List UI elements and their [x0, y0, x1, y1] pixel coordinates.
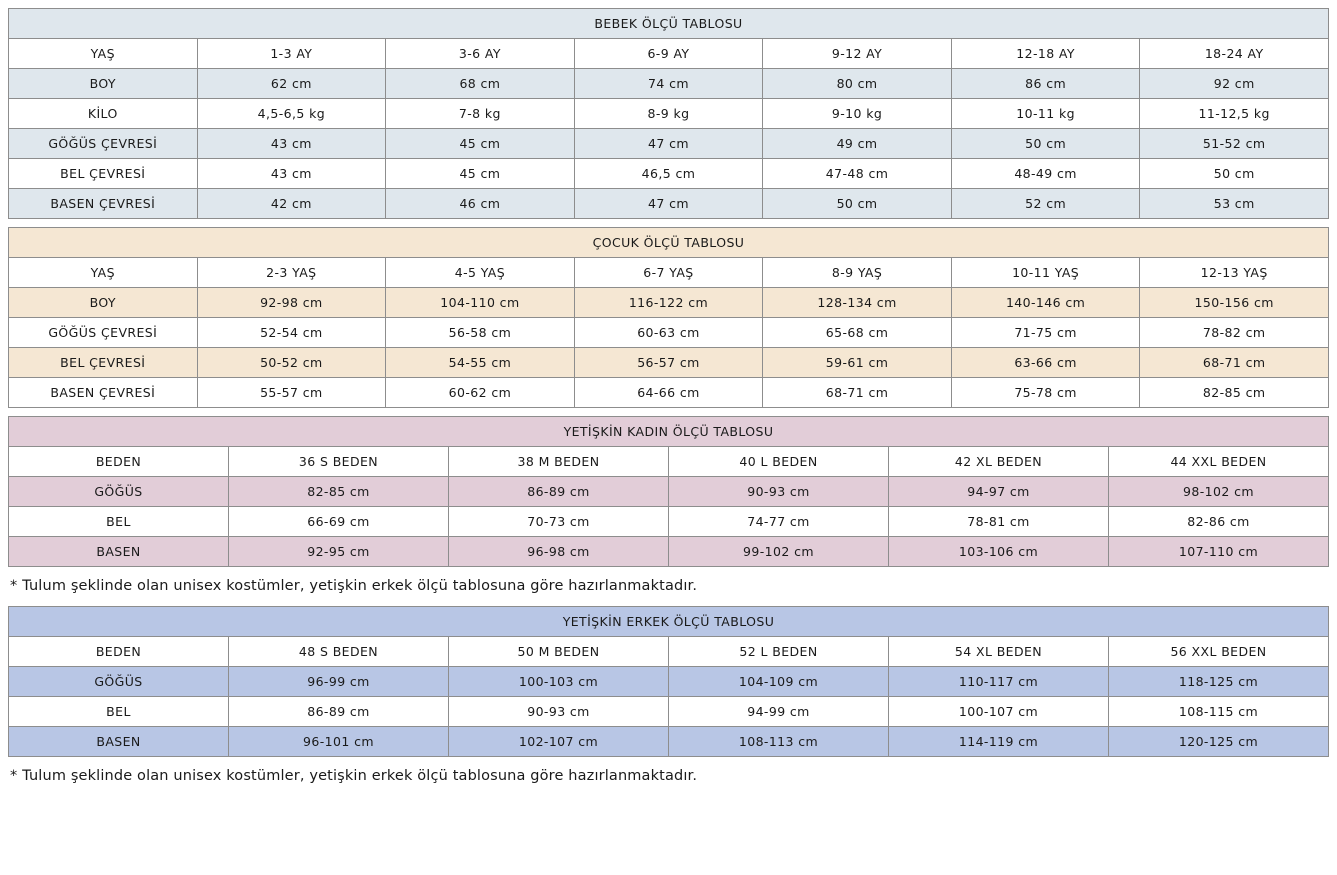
row-label: BASEN: [9, 537, 229, 567]
table-cell: 47-48 cm: [763, 159, 952, 189]
table-cell: 45 cm: [386, 129, 575, 159]
column-header: 8-9 YAŞ: [763, 258, 952, 288]
table-cell: 96-99 cm: [229, 667, 449, 697]
table-cell: 86-89 cm: [229, 697, 449, 727]
table-cell: 42 cm: [197, 189, 386, 219]
child-table-title: ÇOCUK ÖLÇÜ TABLOSU: [9, 228, 1329, 258]
row-label: BEL: [9, 507, 229, 537]
table-cell: 100-103 cm: [449, 667, 669, 697]
table-row: [9, 537, 1329, 567]
table-title-row: [9, 607, 1329, 637]
table-cell: 80 cm: [763, 69, 952, 99]
column-header: 44 XXL BEDEN: [1109, 447, 1329, 477]
column-header: 10-11 YAŞ: [951, 258, 1140, 288]
row-label: BASEN ÇEVRESİ: [9, 189, 198, 219]
table-row: [9, 129, 1329, 159]
row-label: BOY: [9, 69, 198, 99]
table-cell: 52 cm: [951, 189, 1140, 219]
table-cell: 78-82 cm: [1140, 318, 1329, 348]
row-label: KİLO: [9, 99, 198, 129]
table-cell: 82-85 cm: [1140, 378, 1329, 408]
table-cell: 108-115 cm: [1109, 697, 1329, 727]
table-title-row: [9, 417, 1329, 447]
baby-table-title: BEBEK ÖLÇÜ TABLOSU: [9, 9, 1329, 39]
table-cell: 74-77 cm: [669, 507, 889, 537]
table-cell: 50-52 cm: [197, 348, 386, 378]
table-cell: 43 cm: [197, 159, 386, 189]
table-cell: 116-122 cm: [574, 288, 763, 318]
table-row: [9, 667, 1329, 697]
table-row: [9, 99, 1329, 129]
table-cell: 11-12,5 kg: [1140, 99, 1329, 129]
table-cell: 71-75 cm: [951, 318, 1140, 348]
table-cell: 110-117 cm: [889, 667, 1109, 697]
table-cell: 90-93 cm: [449, 697, 669, 727]
column-header: 42 XL BEDEN: [889, 447, 1109, 477]
table-cell: 53 cm: [1140, 189, 1329, 219]
column-header: YAŞ: [9, 39, 198, 69]
table-cell: 56-57 cm: [574, 348, 763, 378]
table-cell: 82-86 cm: [1109, 507, 1329, 537]
table-cell: 43 cm: [197, 129, 386, 159]
column-header: 12-13 YAŞ: [1140, 258, 1329, 288]
table-cell: 47 cm: [574, 189, 763, 219]
table-cell: 92-95 cm: [229, 537, 449, 567]
table-cell: 65-68 cm: [763, 318, 952, 348]
table-cell: 108-113 cm: [669, 727, 889, 757]
table-cell: 96-98 cm: [449, 537, 669, 567]
column-header: 54 XL BEDEN: [889, 637, 1109, 667]
column-header: 48 S BEDEN: [229, 637, 449, 667]
table-cell: 45 cm: [386, 159, 575, 189]
column-header: 3-6 AY: [386, 39, 575, 69]
table-cell: 60-63 cm: [574, 318, 763, 348]
table-cell: 50 cm: [1140, 159, 1329, 189]
table-title-row: [9, 9, 1329, 39]
table-cell: 74 cm: [574, 69, 763, 99]
table-row: [9, 378, 1329, 408]
row-label: BEL ÇEVRESİ: [9, 159, 198, 189]
column-header: 9-12 AY: [763, 39, 952, 69]
row-label: BEL: [9, 697, 229, 727]
table-row: [9, 288, 1329, 318]
column-header: 18-24 AY: [1140, 39, 1329, 69]
table-row: [9, 69, 1329, 99]
table-cell: 118-125 cm: [1109, 667, 1329, 697]
table-cell: 4,5-6,5 kg: [197, 99, 386, 129]
table-cell: 75-78 cm: [951, 378, 1140, 408]
row-label: BEL ÇEVRESİ: [9, 348, 198, 378]
women-table-title: YETİŞKİN KADIN ÖLÇÜ TABLOSU: [9, 417, 1329, 447]
column-header: 6-9 AY: [574, 39, 763, 69]
table-cell: 62 cm: [197, 69, 386, 99]
table-cell: 48-49 cm: [951, 159, 1140, 189]
column-header: 6-7 YAŞ: [574, 258, 763, 288]
column-header: BEDEN: [9, 447, 229, 477]
table-row: [9, 727, 1329, 757]
table-cell: 51-52 cm: [1140, 129, 1329, 159]
table-cell: 10-11 kg: [951, 99, 1140, 129]
column-header: 38 M BEDEN: [449, 447, 669, 477]
column-header: 12-18 AY: [951, 39, 1140, 69]
men-size-table: [8, 606, 1329, 757]
table-cell: 94-99 cm: [669, 697, 889, 727]
row-label: GÖĞÜS ÇEVRESİ: [9, 318, 198, 348]
table-cell: 94-97 cm: [889, 477, 1109, 507]
column-header: 2-3 YAŞ: [197, 258, 386, 288]
table-header-row: [9, 39, 1329, 69]
table-cell: 68-71 cm: [763, 378, 952, 408]
table-cell: 107-110 cm: [1109, 537, 1329, 567]
table-cell: 64-66 cm: [574, 378, 763, 408]
table-cell: 103-106 cm: [889, 537, 1109, 567]
column-header: YAŞ: [9, 258, 198, 288]
table-row: [9, 318, 1329, 348]
table-cell: 96-101 cm: [229, 727, 449, 757]
child-size-table: [8, 227, 1329, 408]
table-row: [9, 507, 1329, 537]
table-row: [9, 159, 1329, 189]
table-cell: 98-102 cm: [1109, 477, 1329, 507]
table-title-row: [9, 228, 1329, 258]
table-cell: 140-146 cm: [951, 288, 1140, 318]
column-header: BEDEN: [9, 637, 229, 667]
men-table-title: YETİŞKİN ERKEK ÖLÇÜ TABLOSU: [9, 607, 1329, 637]
table-cell: 114-119 cm: [889, 727, 1109, 757]
baby-size-table: [8, 8, 1329, 219]
table-cell: 86-89 cm: [449, 477, 669, 507]
table-cell: 68-71 cm: [1140, 348, 1329, 378]
table-cell: 46 cm: [386, 189, 575, 219]
table-cell: 66-69 cm: [229, 507, 449, 537]
table-cell: 8-9 kg: [574, 99, 763, 129]
row-label: GÖĞÜS: [9, 667, 229, 697]
table-cell: 90-93 cm: [669, 477, 889, 507]
table-cell: 78-81 cm: [889, 507, 1109, 537]
table-cell: 9-10 kg: [763, 99, 952, 129]
table-cell: 120-125 cm: [1109, 727, 1329, 757]
men-table-note: * Tulum şeklinde olan unisex kostümler, yetişkin erkek ölçü tablosuna göre hazırlanmaktadır.: [10, 768, 698, 784]
table-cell: 92-98 cm: [197, 288, 386, 318]
table-cell: 54-55 cm: [386, 348, 575, 378]
row-label: BASEN: [9, 727, 229, 757]
table-header-row: [9, 258, 1329, 288]
table-cell: 99-102 cm: [669, 537, 889, 567]
column-header: 56 XXL BEDEN: [1109, 637, 1329, 667]
table-cell: 104-109 cm: [669, 667, 889, 697]
table-header-row: [9, 447, 1329, 477]
table-cell: 59-61 cm: [763, 348, 952, 378]
table-cell: 68 cm: [386, 69, 575, 99]
row-label: BOY: [9, 288, 198, 318]
women-size-table: [8, 416, 1329, 567]
row-label: GÖĞÜS: [9, 477, 229, 507]
column-header: 4-5 YAŞ: [386, 258, 575, 288]
table-cell: 104-110 cm: [386, 288, 575, 318]
table-cell: 50 cm: [951, 129, 1140, 159]
table-cell: 92 cm: [1140, 69, 1329, 99]
table-cell: 46,5 cm: [574, 159, 763, 189]
table-cell: 50 cm: [763, 189, 952, 219]
table-row: [9, 348, 1329, 378]
column-header: 36 S BEDEN: [229, 447, 449, 477]
table-cell: 128-134 cm: [763, 288, 952, 318]
table-cell: 7-8 kg: [386, 99, 575, 129]
column-header: 50 M BEDEN: [449, 637, 669, 667]
table-cell: 56-58 cm: [386, 318, 575, 348]
row-label: GÖĞÜS ÇEVRESİ: [9, 129, 198, 159]
table-cell: 49 cm: [763, 129, 952, 159]
column-header: 1-3 AY: [197, 39, 386, 69]
table-cell: 102-107 cm: [449, 727, 669, 757]
table-row: [9, 697, 1329, 727]
table-row: [9, 477, 1329, 507]
table-cell: 100-107 cm: [889, 697, 1109, 727]
column-header: 52 L BEDEN: [669, 637, 889, 667]
table-cell: 52-54 cm: [197, 318, 386, 348]
table-cell: 82-85 cm: [229, 477, 449, 507]
table-cell: 86 cm: [951, 69, 1140, 99]
table-row: [9, 189, 1329, 219]
table-header-row: [9, 637, 1329, 667]
table-cell: 47 cm: [574, 129, 763, 159]
row-label: BASEN ÇEVRESİ: [9, 378, 198, 408]
table-cell: 63-66 cm: [951, 348, 1140, 378]
women-table-note: * Tulum şeklinde olan unisex kostümler, yetişkin erkek ölçü tablosuna göre hazırlanmaktadır.: [10, 578, 698, 594]
table-cell: 70-73 cm: [449, 507, 669, 537]
table-cell: 150-156 cm: [1140, 288, 1329, 318]
table-cell: 55-57 cm: [197, 378, 386, 408]
table-cell: 60-62 cm: [386, 378, 575, 408]
column-header: 40 L BEDEN: [669, 447, 889, 477]
